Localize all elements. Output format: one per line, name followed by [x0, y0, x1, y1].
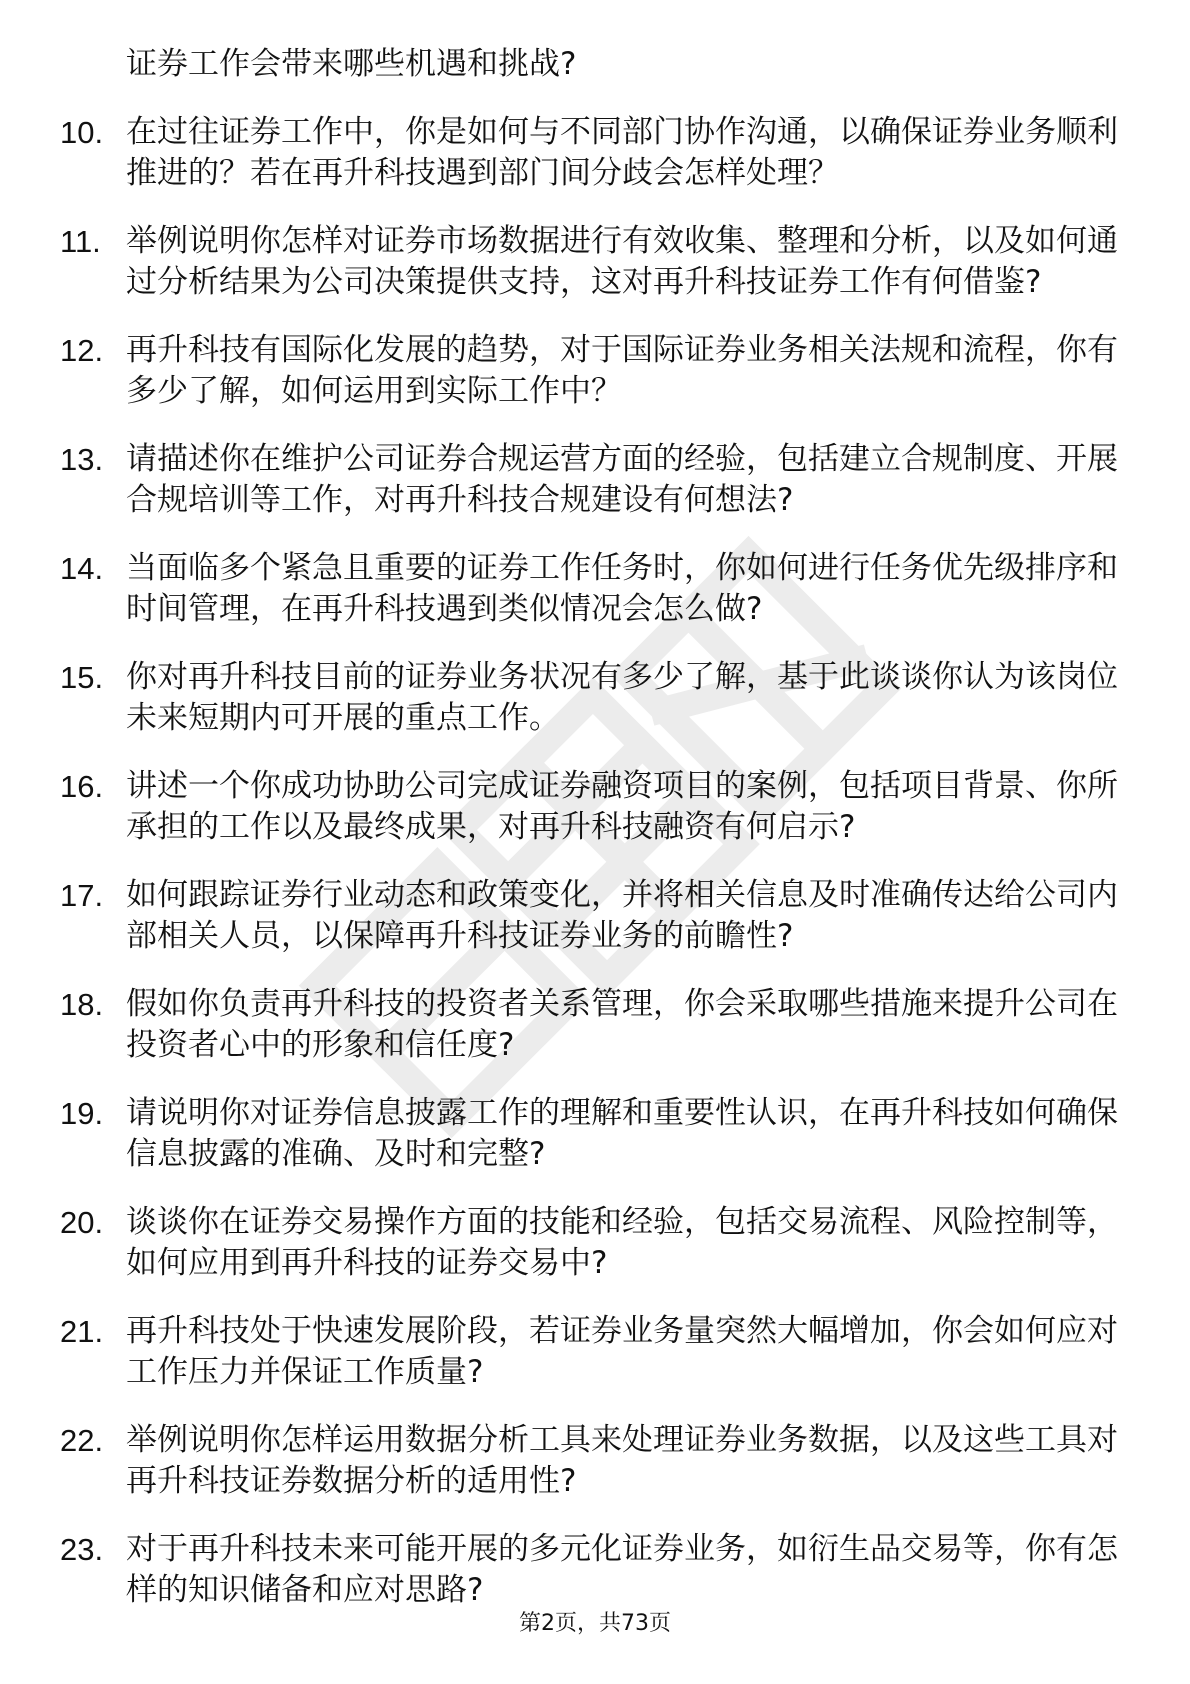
question-text: 你对再升科技目前的证券业务状况有多少了解，基于此谈谈你认为该岗位未来短期内可开展的重点工作。 [126, 659, 1118, 736]
question-number: 13. [60, 442, 104, 477]
question-item [60, 984, 1120, 1066]
question-number: 23. [60, 1532, 104, 1567]
question-item [60, 1202, 1120, 1284]
question-item [60, 439, 1120, 521]
question-item [60, 112, 1120, 194]
question-content [60, 44, 1120, 1638]
page-number-footer: 第2页，共73页 [519, 1611, 671, 1636]
question-text: 对于再升科技未来可能开展的多元化证券业务，如衍生品交易等，你有怎样的知识储备和应对思路? [126, 1531, 1118, 1608]
question-number: 21. [60, 1314, 104, 1349]
question-text: 请描述你在维护公司证券合规运营方面的经验，包括建立合规制度、开展合规培训等工作，对再升科技合规建设有何想法? [126, 441, 1118, 518]
question-number: 11. [60, 224, 101, 259]
question-item [60, 875, 1120, 957]
question-text: 举例说明你怎样运用数据分析工具来处理证券业务数据，以及这些工具对再升科技证券数据分析的适用性? [126, 1422, 1118, 1499]
question-text: 假如你负责再升科技的投资者关系管理，你会采取哪些措施来提升公司在投资者心中的形象和信任度? [126, 986, 1118, 1063]
question-text: 谈谈你在证券交易操作方面的技能和经验，包括交易流程、风险控制等，如何应用到再升科技的证券交易中? [126, 1204, 1118, 1281]
question-list [60, 112, 1120, 1611]
question-text: 当面临多个紧急且重要的证券工作任务时，你如何进行任务优先级排序和时间管理，在再升科技遇到类似情况会怎么做? [126, 550, 1118, 627]
question-item [60, 221, 1120, 303]
question-number: 19. [60, 1096, 104, 1131]
question-number: 22. [60, 1423, 104, 1458]
continued-question-text: 证券工作会带来哪些机遇和挑战? [126, 46, 577, 82]
question-item [60, 1529, 1120, 1611]
question-item [60, 330, 1120, 412]
question-number: 20. [60, 1205, 104, 1240]
question-number: 17. [60, 878, 104, 913]
question-number: 15. [60, 660, 104, 695]
question-number: 10. [60, 115, 104, 150]
question-item [60, 657, 1120, 739]
question-text: 再升科技有国际化发展的趋势，对于国际证券业务相关法规和流程，你有多少了解，如何运用到实际工作中？ [126, 332, 1118, 409]
question-number: 14. [60, 551, 104, 586]
question-text: 如何跟踪证券行业动态和政策变化，并将相关信息及时准确传达给公司内部相关人员，以保障再升科技证券业务的前瞻性? [126, 877, 1118, 954]
question-number: 12. [60, 333, 104, 368]
question-number: 18. [60, 987, 104, 1022]
question-item [60, 1420, 1120, 1502]
question-text: 举例说明你怎样对证券市场数据进行有效收集、整理和分析，以及如何通过分析结果为公司决策提供支持，这对再升科技证券工作有何借鉴? [126, 223, 1118, 300]
question-text: 讲述一个你成功协助公司完成证券融资项目的案例，包括项目背景、你所承担的工作以及最终成果，对再升科技融资有何启示? [126, 768, 1118, 845]
question-item [60, 766, 1120, 848]
question-item [60, 1311, 1120, 1393]
question-text: 请说明你对证券信息披露工作的理解和重要性认识，在再升科技如何确保信息披露的准确、及时和完整? [126, 1095, 1118, 1172]
question-item [60, 548, 1120, 630]
question-text: 再升科技处于快速发展阶段，若证券业务量突然大幅增加，你会如何应对工作压力并保证工作质量? [126, 1313, 1118, 1390]
question-item [60, 1093, 1120, 1175]
question-text: 在过往证券工作中，你是如何与不同部门协作沟通，以确保证券业务顺利推进的？若在再升科技遇到部门间分歧会怎样处理？ [126, 114, 1118, 191]
question-number: 16. [60, 769, 104, 804]
